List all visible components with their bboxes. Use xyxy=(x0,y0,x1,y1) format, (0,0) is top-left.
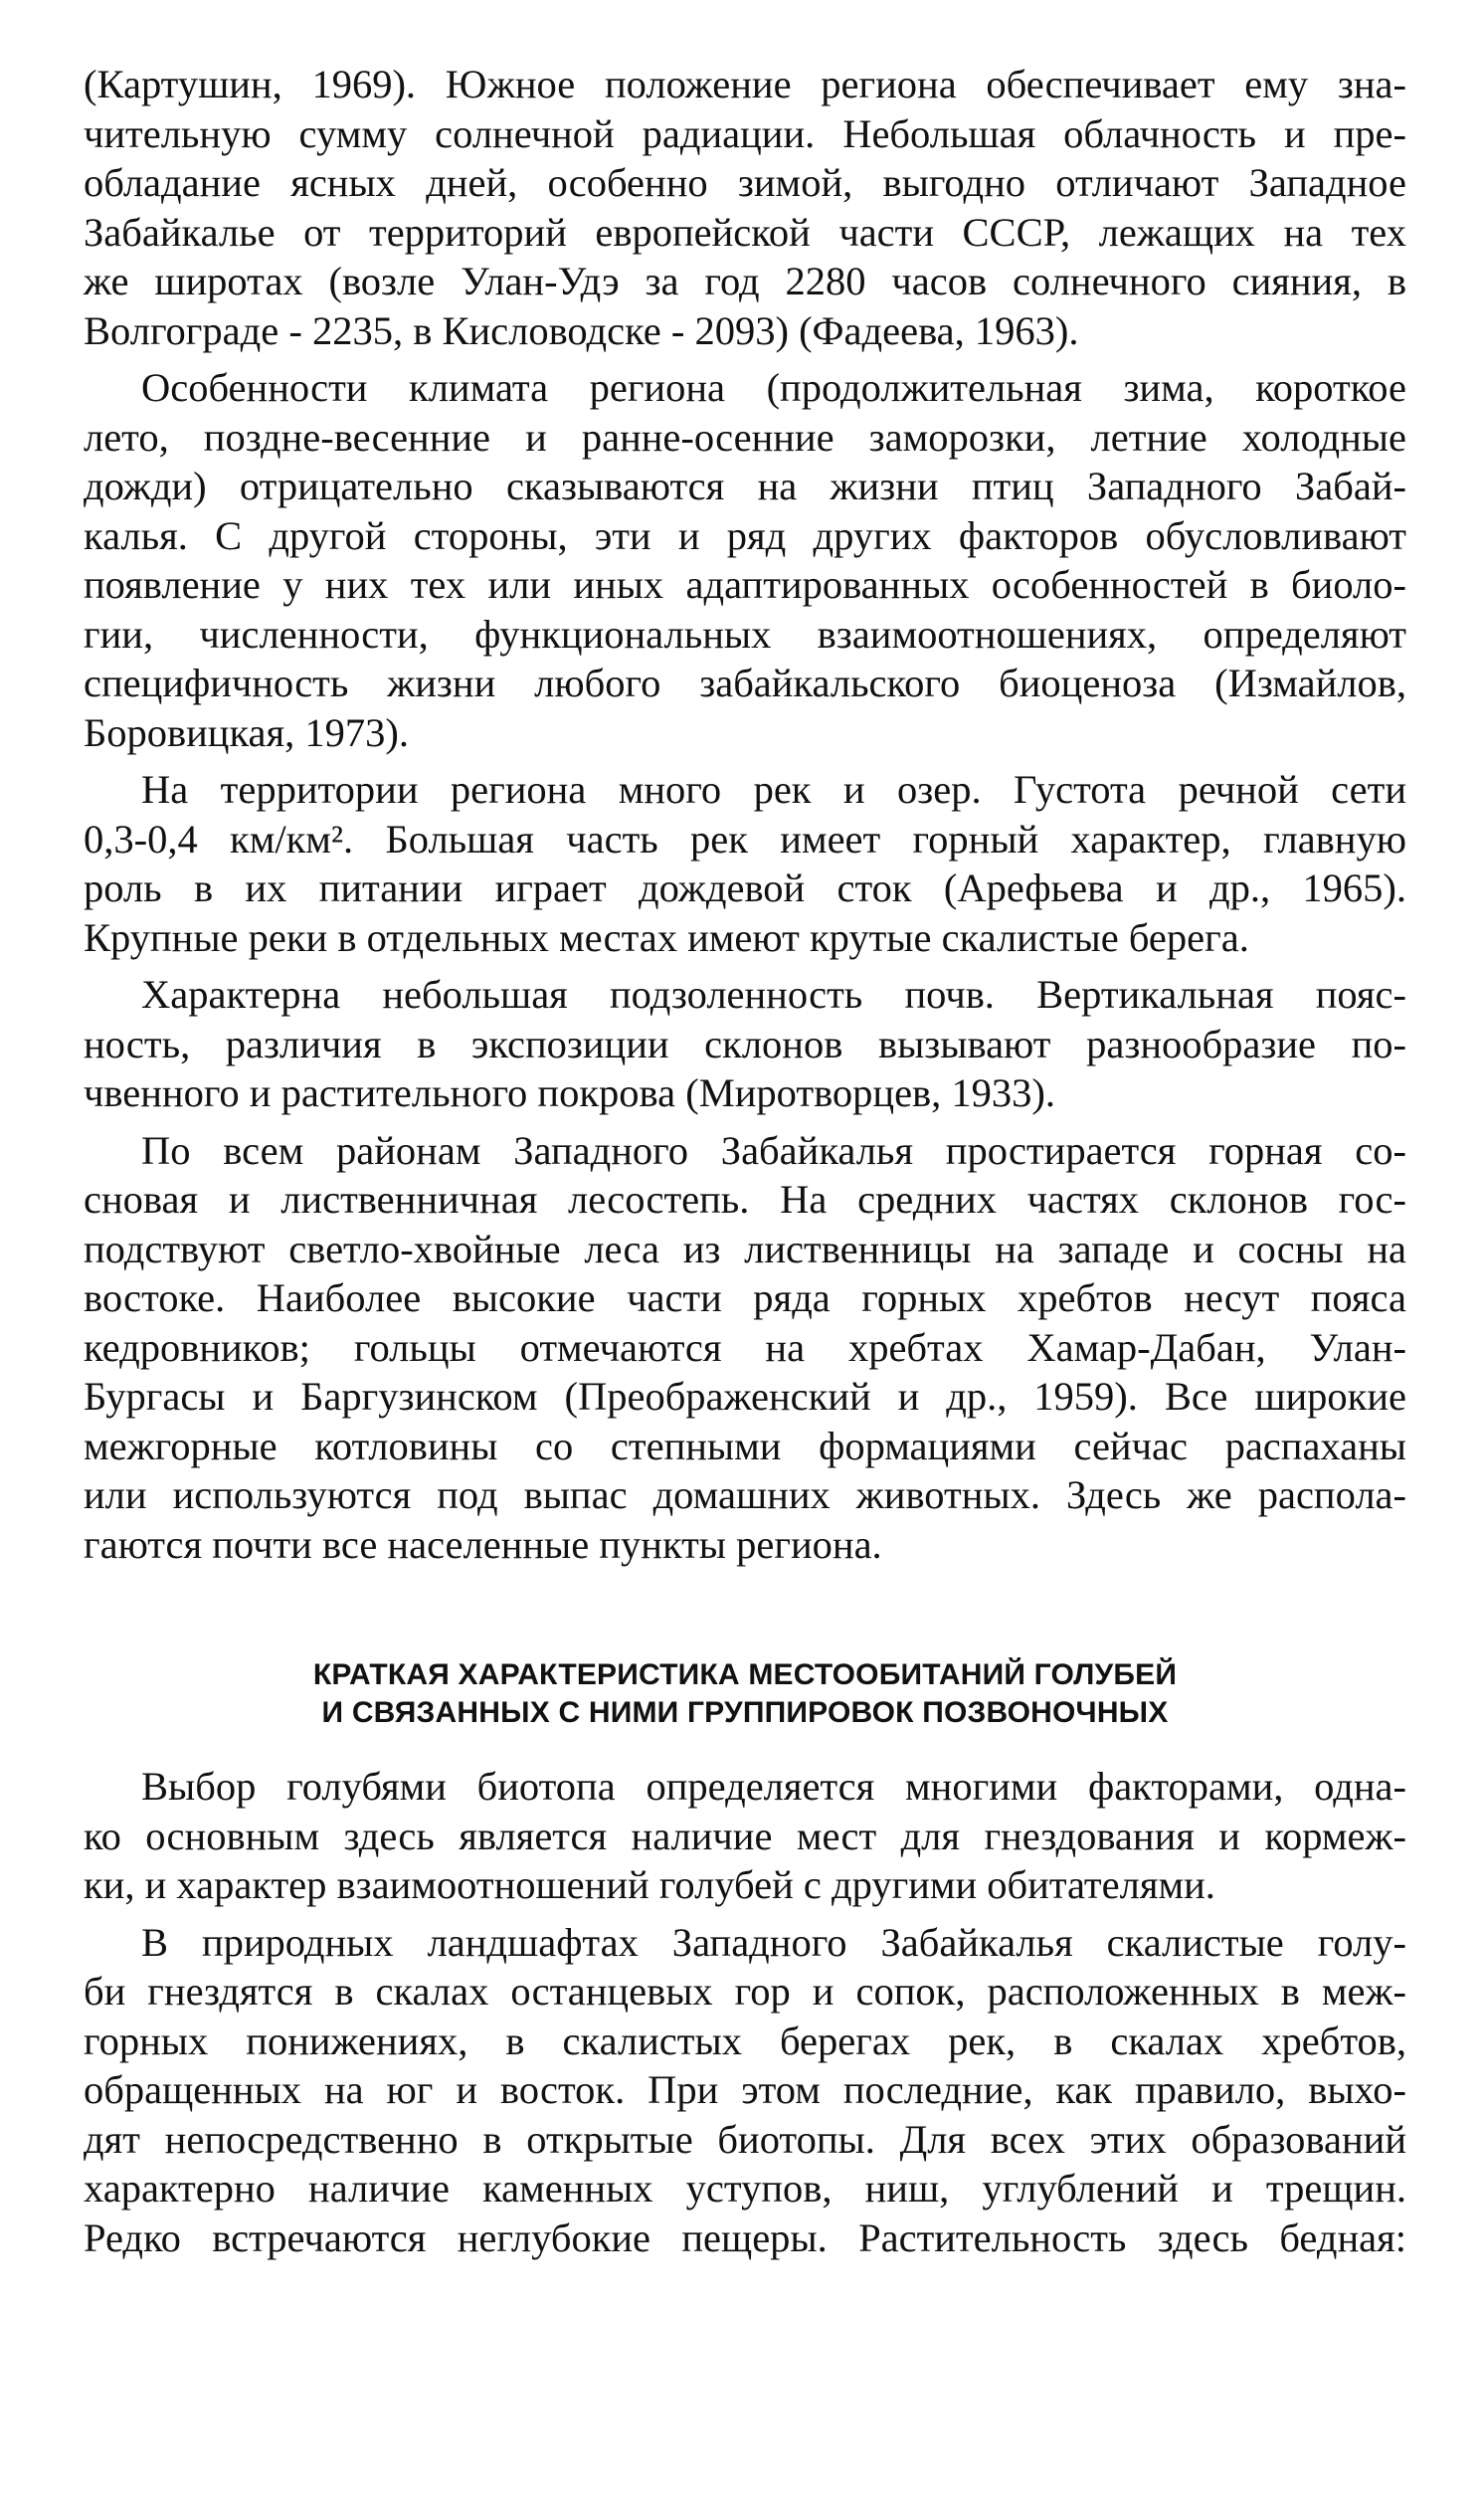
text-line: Особенности климата региона (продолжительная зима, короткое xyxy=(141,365,1406,410)
text-line: На территории региона много рек и озер. Густота речной сети xyxy=(141,767,1406,812)
section-heading xyxy=(84,1656,1406,1732)
text-line: Забайкалье от территорий европейской части СССР, лежащих на тех xyxy=(84,209,1406,255)
text-line: подствуют светло-хвойные леса из лиственницы на западе и сосны на xyxy=(84,1226,1406,1271)
text-line: чвенного и растительного покрова (Миротворцев, 1933). xyxy=(84,1070,1056,1115)
text-line: ки, и характер взаимоотношений голубей с другими обитателями. xyxy=(84,1862,1215,1907)
paragraph-5 xyxy=(84,1126,1406,1570)
text-line: дят непосредственно в открытые биотопы. Для всех этих образований xyxy=(84,2116,1406,2162)
text-line: 0,3-0,4 км/км². Большая часть рек имеет горный характер, главную xyxy=(84,816,1406,862)
text-line: обладание ясных дней, особенно зимой, выгодно отличают Западное xyxy=(84,160,1406,205)
text-line: гии, численности, функциональных взаимоотношениях, определяют xyxy=(84,611,1406,657)
text-line: ность, различия в экспозиции склонов вызывают разнообразие по- xyxy=(84,1021,1406,1066)
document-page xyxy=(84,60,1406,2270)
text-line: Волгограде - 2235, в Кисловодске - 2093) (Фадеева, 1963). xyxy=(84,307,1079,353)
text-line: кедровников; гольцы отмечаются на хребтах Хамар-Дабан, Улан- xyxy=(84,1324,1406,1370)
text-line: характерно наличие каменных уступов, ниш, углублений и трещин. xyxy=(84,2166,1406,2211)
text-line: калья. С другой стороны, эти и ряд других факторов обусловливают xyxy=(84,512,1406,558)
text-line: Характерна небольшая подзоленность почв. Вертикальная пояс- xyxy=(141,972,1406,1017)
text-line: Редко встречаются неглубокие пещеры. Растительность здесь бедная: xyxy=(84,2214,1406,2260)
text-line: гаются почти все населенные пункты региона. xyxy=(84,1521,882,1567)
text-line: специфичность жизни любого забайкальского биоценоза (Измайлов, xyxy=(84,661,1406,705)
text-line: горных понижениях, в скалистых берегах рек, в скалах хребтов, xyxy=(84,2018,1406,2063)
text-line: ко основным здесь является наличие мест для гнездования и кормеж- xyxy=(84,1813,1406,1858)
text-line: востоке. Наиболее высокие части ряда горных хребтов несут пояса xyxy=(84,1275,1406,1320)
section-heading-line-1: КРАТКАЯ ХАРАКТЕРИСТИКА МЕСТООБИТАНИЙ ГОЛУБЕЙ xyxy=(312,1658,1178,1691)
paragraph-7 xyxy=(84,1918,1406,2263)
paragraph-1 xyxy=(84,60,1406,355)
paragraph-4 xyxy=(84,970,1406,1118)
text-line: или используются под выпас домашних животных. Здесь же распола- xyxy=(84,1472,1406,1517)
text-line: Выбор голубями биотопа определяется многими факторами, одна- xyxy=(141,1764,1406,1809)
text-line: Боровицкая, 1973). xyxy=(84,709,410,755)
text-line: би гнездятся в скалах останцевых гор и сопок, расположенных в меж- xyxy=(84,1969,1406,2014)
text-line: Крупные реки в отдельных местах имеют крутые скалистые берега. xyxy=(84,914,1249,960)
text-line: Бургасы и Баргузинском (Преображенский и др., 1959). Все широкие xyxy=(84,1374,1406,1419)
text-line: (Картушин, 1969). Южное положение региона обеспечивает ему зна- xyxy=(84,62,1406,106)
text-line: обращенных на юг и восток. При этом последние, как правило, выхо- xyxy=(84,2067,1406,2112)
text-line: По всем районам Западного Забайкалья простирается горная со- xyxy=(141,1127,1406,1173)
text-line: роль в их питании играет дождевой сток (Арефьева и др., 1965). xyxy=(84,865,1406,910)
text-line: В природных ландшафтах Западного Забайкалья скалистые голу- xyxy=(141,1919,1406,1965)
text-line: появление у них тех или иных адаптированных особенностей в биоло- xyxy=(84,562,1406,607)
text-line: сновая и лиственничная лесостепь. На средних частях склонов гос- xyxy=(84,1177,1406,1222)
paragraph-2 xyxy=(84,363,1406,757)
text-line: чительную сумму солнечной радиации. Небольшая облачность и пре- xyxy=(84,110,1406,156)
section-heading-line-2: И СВЯЗАННЫХ С НИМИ ГРУППИРОВОК ПОЗВОНОЧНЫХ xyxy=(321,1696,1169,1729)
paragraph-6 xyxy=(84,1762,1406,1910)
text-line: же широтах (возле Улан-Удэ за год 2280 часов солнечного сияния, в xyxy=(84,259,1406,303)
text-line: межгорные котловины со степными формациями сейчас распаханы xyxy=(84,1423,1406,1468)
text-line: дожди) отрицательно сказываются на жизни птиц Западного Забай- xyxy=(84,464,1406,508)
paragraph-3 xyxy=(84,765,1406,962)
text-line: лето, поздне-весенние и ранне-осенние заморозки, летние холодные xyxy=(84,414,1406,460)
